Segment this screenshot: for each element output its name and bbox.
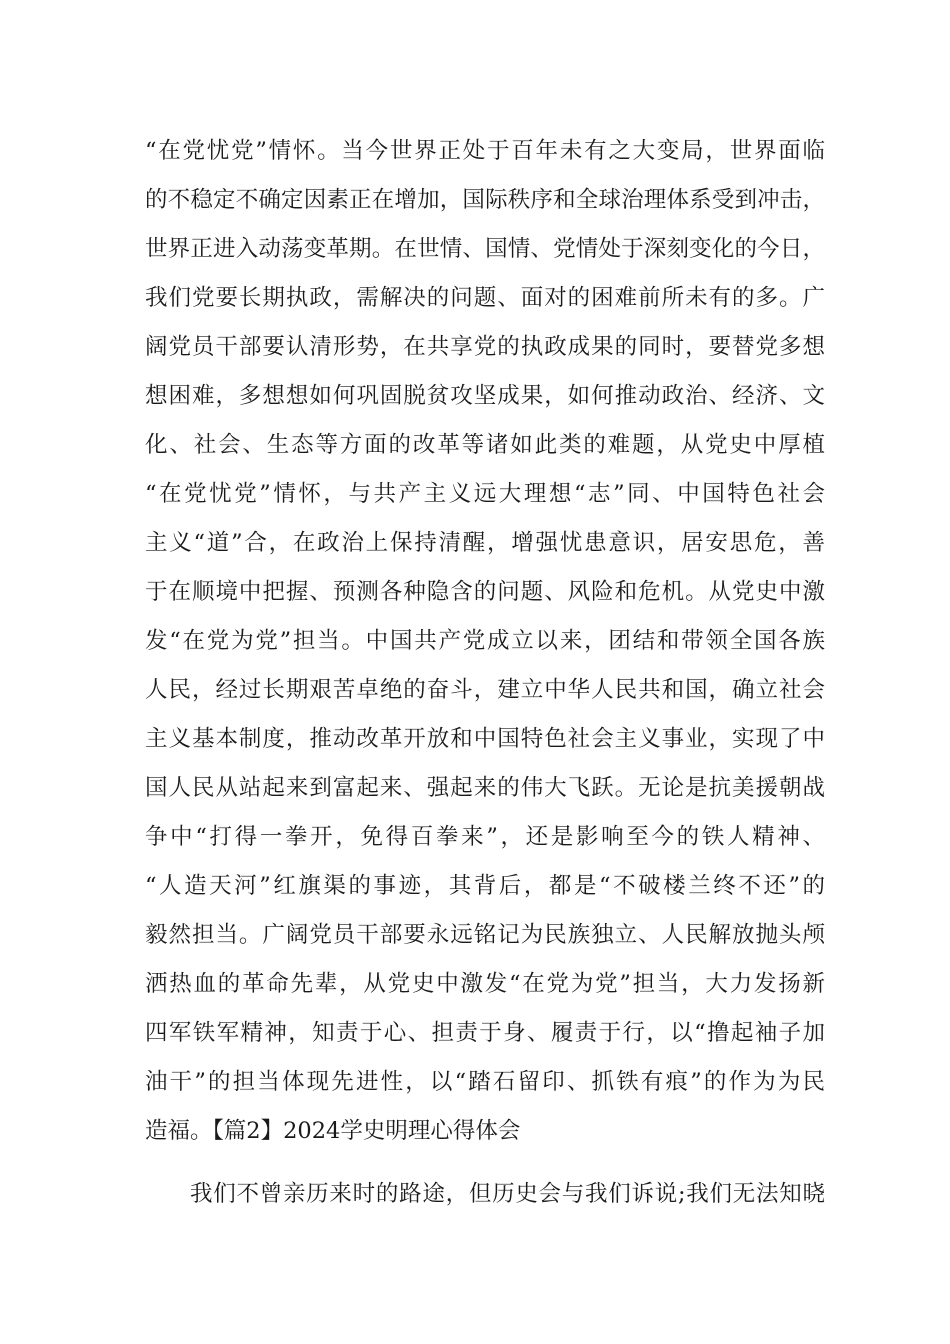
text-line: 我们党要长期执政，需解决的问题、面对的困难前所未有的多。广 [145,285,825,311]
text-line: 世界正进入动荡变革期。在世情、国情、党情处于深刻变化的今日， [145,236,825,262]
text-line: 人民，经过长期艰苦卓绝的奋斗，建立中华人民共和国，确立社会 [145,677,825,703]
text-line-paragraph-start: 我们不曾亲历来时的路途，但历史会与我们诉说;我们无法知晓 [190,1181,825,1207]
text-line: 于在顺境中把握、预测各种隐含的问题、风险和危机。从党史中激 [145,579,825,605]
text-line: “人造天河”红旗渠的事迹，其背后，都是“不破楼兰终不还”的 [145,873,825,899]
text-line: “在党忧党”情怀。当今世界正处于百年未有之大变局，世界面临 [145,138,825,164]
text-line: 发“在党为党”担当。中国共产党成立以来，团结和带领全国各族 [145,628,825,654]
text-line-section-heading: 造福。【篇2】2024学史明理心得体会 [145,1118,521,1144]
text-line: 争中“打得一拳开，免得百拳来”，还是影响至今的铁人精神、 [145,824,825,850]
text-line: 化、社会、生态等方面的改革等诸如此类的难题，从党史中厚植 [145,432,825,458]
text-line: 四军铁军精神，知责于心、担责于身、履责于行，以“撸起袖子加 [145,1020,825,1046]
text-line: 国人民从站起来到富起来、强起来的伟大飞跃。无论是抗美援朝战 [145,775,825,801]
text-line: 油干”的担当体现先进性，以“踏石留印、抓铁有痕”的作为为民 [145,1069,825,1095]
text-line: 主义“道”合，在政治上保持清醒，增强忧患意识，居安思危，善 [145,530,825,556]
text-line: 洒热血的革命先辈，从党史中激发“在党为党”担当，大力发扬新 [145,971,825,997]
text-line: “在党忧党”情怀，与共产主义远大理想“志”同、中国特色社会 [145,481,825,507]
text-line: 阔党员干部要认清形势，在共享党的执政成果的同时，要替党多想 [145,334,825,360]
text-line: 想困难，多想想如何巩固脱贫攻坚成果，如何推动政治、经济、文 [145,383,825,409]
text-line: 毅然担当。广阔党员干部要永远铭记为民族独立、人民解放抛头颅 [145,922,825,948]
text-line: 主义基本制度，推动改革开放和中国特色社会主义事业，实现了中 [145,726,825,752]
text-line: 的不稳定不确定因素正在增加，国际秩序和全球治理体系受到冲击， [145,187,825,213]
